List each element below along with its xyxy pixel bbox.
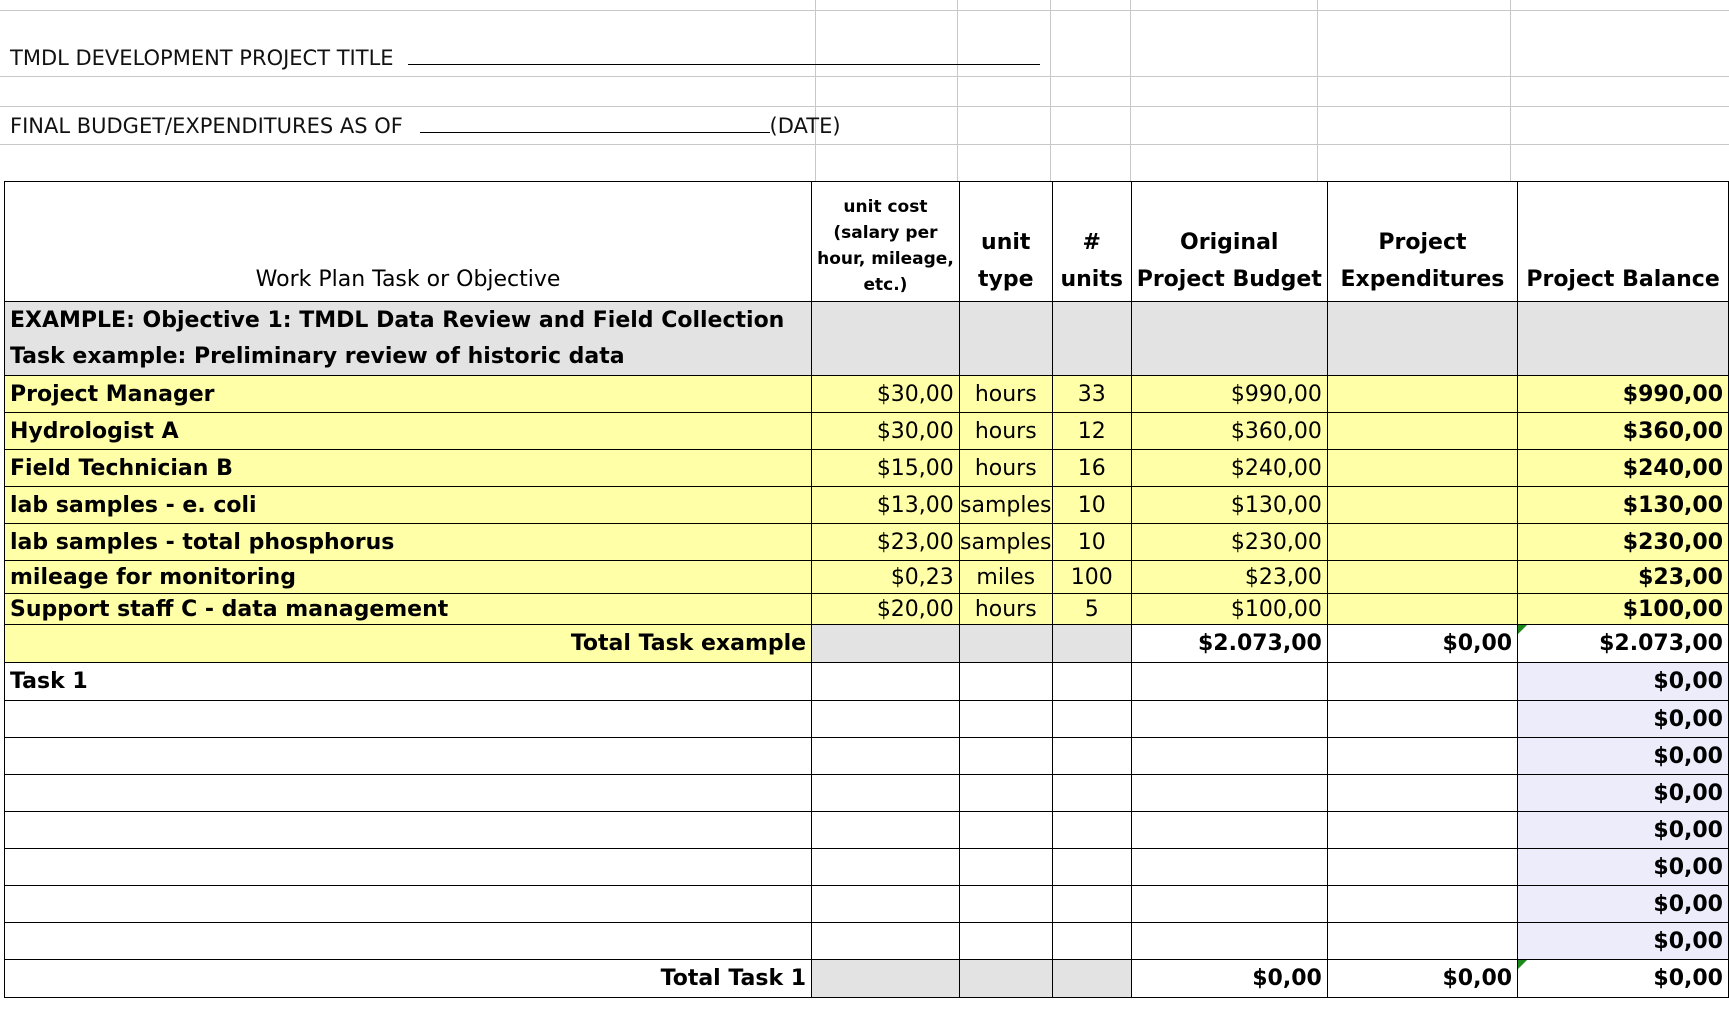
balance-cell[interactable]: $240,00 xyxy=(1518,450,1729,487)
expend-cell[interactable] xyxy=(1327,561,1517,594)
cell[interactable] xyxy=(1327,738,1517,775)
balance-cell[interactable]: $0,00 xyxy=(1518,886,1729,923)
table-row xyxy=(5,775,1729,812)
grid-line xyxy=(1510,0,1511,181)
grid-line xyxy=(957,0,958,181)
units-cell[interactable]: 10 xyxy=(1052,524,1131,561)
units-cell[interactable]: 33 xyxy=(1052,376,1131,413)
cell[interactable] xyxy=(812,960,960,998)
total-label-cell[interactable]: Total Task example xyxy=(5,625,812,663)
col-header-units: # units xyxy=(1052,182,1131,302)
cell[interactable] xyxy=(1052,339,1131,376)
col-header-unit-type: unit type xyxy=(959,182,1052,302)
units-cell[interactable]: 12 xyxy=(1052,413,1131,450)
table-row xyxy=(5,849,1729,886)
grid-line xyxy=(1317,0,1318,181)
cell[interactable] xyxy=(1327,775,1517,812)
cell[interactable] xyxy=(812,701,960,738)
cell[interactable] xyxy=(1052,738,1131,775)
cell[interactable] xyxy=(812,339,960,376)
balance-cell[interactable]: $0,00 xyxy=(1518,849,1729,886)
cell[interactable] xyxy=(959,775,1052,812)
cell[interactable] xyxy=(959,849,1052,886)
cell[interactable] xyxy=(812,302,960,339)
balance-cell[interactable]: $23,00 xyxy=(1518,561,1729,594)
table-row xyxy=(5,594,1729,625)
cell[interactable] xyxy=(1131,339,1327,376)
table-row xyxy=(5,524,1729,561)
grid-line xyxy=(0,10,1729,11)
cell[interactable] xyxy=(1052,812,1131,849)
unit-type-cell[interactable]: hours xyxy=(959,413,1052,450)
cell[interactable] xyxy=(1518,302,1729,339)
project-title-label: TMDL DEVELOPMENT PROJECT TITLE xyxy=(10,46,394,70)
table-row xyxy=(5,561,1729,594)
total-expend-cell[interactable]: $0,00 xyxy=(1327,625,1517,663)
unit-cost-cell[interactable]: $13,00 xyxy=(812,487,960,524)
cell[interactable] xyxy=(959,886,1052,923)
cell[interactable] xyxy=(1052,923,1131,960)
table-row xyxy=(5,663,1729,701)
final-budget-row xyxy=(10,114,1729,138)
cell[interactable] xyxy=(1131,302,1327,339)
cell[interactable] xyxy=(1052,886,1131,923)
cell[interactable] xyxy=(959,701,1052,738)
table-row xyxy=(5,738,1729,775)
balance-cell[interactable]: $0,00 xyxy=(1518,812,1729,849)
project-title-row xyxy=(10,46,1729,70)
header-row xyxy=(5,182,1729,302)
unit-cost-cell[interactable]: $0,23 xyxy=(812,561,960,594)
task-cell[interactable]: mileage for monitoring xyxy=(5,561,812,594)
budget-cell[interactable]: $360,00 xyxy=(1131,413,1327,450)
unit-type-cell[interactable]: samples xyxy=(959,524,1052,561)
task-cell[interactable]: Hydrologist A xyxy=(5,413,812,450)
col-header-unit-cost: unit cost (salary per hour, mileage, etc.) xyxy=(812,182,960,302)
unit-cost-cell[interactable]: $20,00 xyxy=(812,594,960,625)
cell[interactable] xyxy=(1052,663,1131,701)
cell[interactable] xyxy=(959,302,1052,339)
total-row xyxy=(5,960,1729,998)
cell[interactable] xyxy=(1131,738,1327,775)
objective-cell[interactable]: EXAMPLE: Objective 1: TMDL Data Review and Field Collection xyxy=(5,302,812,339)
cell[interactable] xyxy=(812,738,960,775)
units-cell[interactable]: 100 xyxy=(1052,561,1131,594)
cell[interactable] xyxy=(812,923,960,960)
grid-line xyxy=(1050,0,1051,181)
cell[interactable] xyxy=(959,738,1052,775)
balance-cell[interactable]: $0,00 xyxy=(1518,663,1729,701)
cell[interactable] xyxy=(959,960,1052,998)
cell[interactable] xyxy=(5,775,812,812)
task-cell[interactable]: lab samples - e. coli xyxy=(5,487,812,524)
col-header-original-budget: Original Project Budget xyxy=(1131,182,1327,302)
unit-cost-cell[interactable]: $30,00 xyxy=(812,376,960,413)
unit-type-cell[interactable]: miles xyxy=(959,561,1052,594)
cell[interactable] xyxy=(1327,339,1517,376)
cell[interactable] xyxy=(812,775,960,812)
expend-cell[interactable] xyxy=(1327,594,1517,625)
budget-cell[interactable]: $23,00 xyxy=(1131,561,1327,594)
cell[interactable] xyxy=(1327,812,1517,849)
balance-cell[interactable]: $0,00 xyxy=(1518,775,1729,812)
project-title-blank[interactable] xyxy=(408,46,1040,65)
table-row xyxy=(5,413,1729,450)
balance-cell[interactable]: $0,00 xyxy=(1518,738,1729,775)
cell[interactable] xyxy=(812,812,960,849)
unit-cost-cell[interactable]: $15,00 xyxy=(812,450,960,487)
cell[interactable] xyxy=(1327,701,1517,738)
cell[interactable] xyxy=(5,738,812,775)
cell[interactable] xyxy=(1131,849,1327,886)
unit-cost-cell[interactable]: $30,00 xyxy=(812,413,960,450)
total-balance-cell[interactable]: $0,00 xyxy=(1518,960,1729,998)
expend-cell[interactable] xyxy=(1327,413,1517,450)
cell[interactable] xyxy=(5,812,812,849)
balance-cell[interactable]: $990,00 xyxy=(1518,376,1729,413)
cell[interactable] xyxy=(1327,302,1517,339)
budget-cell[interactable]: $130,00 xyxy=(1131,487,1327,524)
budget-cell[interactable]: $230,00 xyxy=(1131,524,1327,561)
total-budget-cell[interactable]: $0,00 xyxy=(1131,960,1327,998)
budget-cell[interactable]: $990,00 xyxy=(1131,376,1327,413)
col-header-expenditures: Project Expenditures xyxy=(1327,182,1517,302)
task-example-row xyxy=(5,339,1729,376)
col-header-task: Work Plan Task or Objective xyxy=(5,182,812,302)
cell[interactable] xyxy=(5,886,812,923)
unit-type-cell[interactable]: hours xyxy=(959,376,1052,413)
cell[interactable] xyxy=(812,625,960,663)
cell[interactable] xyxy=(812,886,960,923)
expend-cell[interactable] xyxy=(1327,450,1517,487)
task-cell[interactable]: Support staff C - data management xyxy=(5,594,812,625)
cell[interactable] xyxy=(959,812,1052,849)
grid-line xyxy=(0,106,1729,107)
cell[interactable] xyxy=(1131,812,1327,849)
cell[interactable] xyxy=(1052,960,1131,998)
expend-cell[interactable] xyxy=(1327,487,1517,524)
task-cell[interactable]: Project Manager xyxy=(5,376,812,413)
cell[interactable] xyxy=(1052,701,1131,738)
expend-cell[interactable] xyxy=(1327,524,1517,561)
total-label-cell[interactable]: Total Task 1 xyxy=(5,960,812,998)
cell[interactable] xyxy=(959,339,1052,376)
cell[interactable] xyxy=(1131,886,1327,923)
table-row xyxy=(5,923,1729,960)
task-cell[interactable]: Field Technician B xyxy=(5,450,812,487)
unit-type-cell[interactable]: hours xyxy=(959,594,1052,625)
cell[interactable] xyxy=(1131,701,1327,738)
cell[interactable] xyxy=(959,923,1052,960)
cell[interactable] xyxy=(1327,663,1517,701)
cell[interactable] xyxy=(959,663,1052,701)
balance-cell[interactable]: $100,00 xyxy=(1518,594,1729,625)
table-row xyxy=(5,701,1729,738)
table-row xyxy=(5,487,1729,524)
final-budget-label: FINAL BUDGET/EXPENDITURES AS OF xyxy=(10,114,403,138)
grid-line xyxy=(815,0,816,181)
cell[interactable] xyxy=(5,923,812,960)
cell[interactable] xyxy=(1052,775,1131,812)
total-expend-cell[interactable]: $0,00 xyxy=(1327,960,1517,998)
budget-table xyxy=(4,181,1729,998)
total-budget-cell[interactable]: $2.073,00 xyxy=(1131,625,1327,663)
cell[interactable] xyxy=(1131,775,1327,812)
cell[interactable] xyxy=(1131,663,1327,701)
cell[interactable] xyxy=(959,625,1052,663)
balance-cell[interactable]: $0,00 xyxy=(1518,701,1729,738)
unit-type-cell[interactable]: hours xyxy=(959,450,1052,487)
task-cell[interactable]: lab samples - total phosphorus xyxy=(5,524,812,561)
cell[interactable] xyxy=(1131,923,1327,960)
task-example-cell[interactable]: Task example: Preliminary review of historic data xyxy=(5,339,812,376)
total-balance-cell[interactable]: $2.073,00 xyxy=(1518,625,1729,663)
date-label: (DATE) xyxy=(769,114,841,138)
col-header-balance: Project Balance xyxy=(1518,182,1729,302)
table-row xyxy=(5,886,1729,923)
cell[interactable] xyxy=(1327,923,1517,960)
cell[interactable] xyxy=(1052,625,1131,663)
units-cell[interactable]: 5 xyxy=(1052,594,1131,625)
cell[interactable] xyxy=(812,663,960,701)
cell[interactable] xyxy=(1327,886,1517,923)
cell[interactable] xyxy=(1052,302,1131,339)
balance-cell[interactable]: $130,00 xyxy=(1518,487,1729,524)
table-row xyxy=(5,450,1729,487)
grid-line xyxy=(0,144,1729,145)
grid-line xyxy=(0,76,1729,77)
cell[interactable] xyxy=(5,701,812,738)
grid-line xyxy=(1130,0,1131,181)
table-row xyxy=(5,812,1729,849)
objective-row xyxy=(5,302,1729,339)
cell[interactable] xyxy=(1052,849,1131,886)
budget-cell[interactable]: $240,00 xyxy=(1131,450,1327,487)
total-row xyxy=(5,625,1729,663)
cell[interactable] xyxy=(1518,339,1729,376)
expend-cell[interactable] xyxy=(1327,376,1517,413)
task1-label-cell[interactable]: Task 1 xyxy=(5,663,812,701)
table-row xyxy=(5,376,1729,413)
units-cell[interactable]: 10 xyxy=(1052,487,1131,524)
date-blank[interactable] xyxy=(420,114,770,133)
cell[interactable] xyxy=(5,849,812,886)
unit-type-cell[interactable]: samples xyxy=(959,487,1052,524)
cell[interactable] xyxy=(1327,849,1517,886)
balance-cell[interactable]: $0,00 xyxy=(1518,923,1729,960)
unit-cost-cell[interactable]: $23,00 xyxy=(812,524,960,561)
cell[interactable] xyxy=(812,849,960,886)
units-cell[interactable]: 16 xyxy=(1052,450,1131,487)
balance-cell[interactable]: $360,00 xyxy=(1518,413,1729,450)
budget-cell[interactable]: $100,00 xyxy=(1131,594,1327,625)
balance-cell[interactable]: $230,00 xyxy=(1518,524,1729,561)
